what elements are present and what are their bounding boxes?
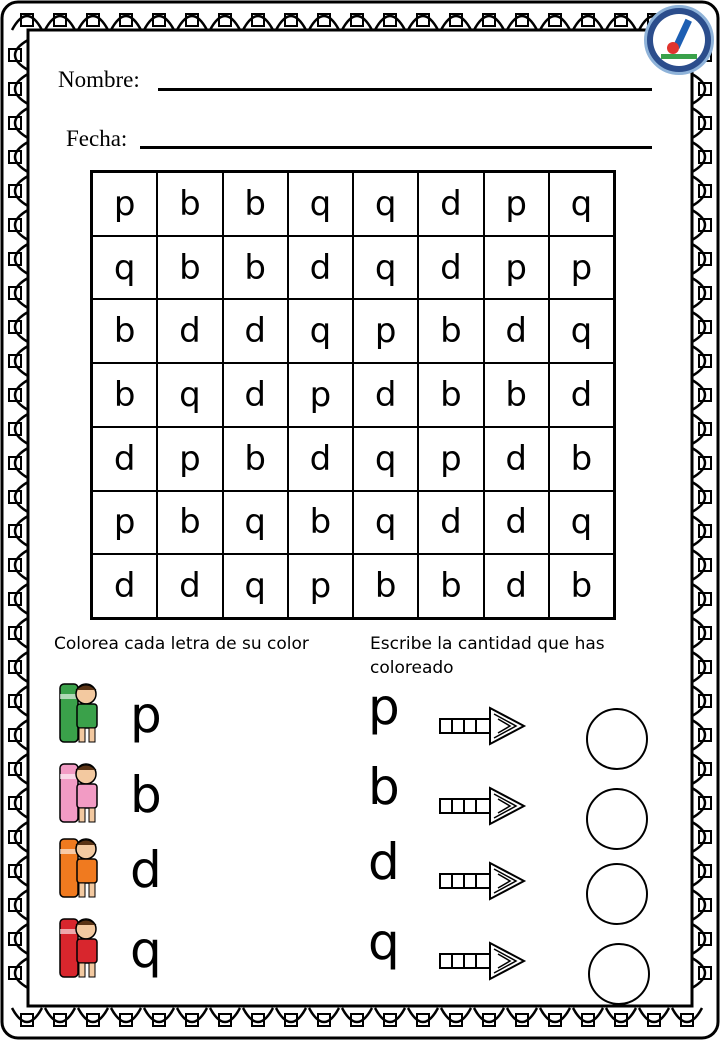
answer-circle[interactable]	[586, 788, 648, 850]
grid-cell[interactable]: q	[157, 363, 222, 427]
grid-cell[interactable]: q	[549, 491, 614, 555]
pencil-icon	[647, 8, 711, 72]
grid-cell[interactable]: b	[157, 236, 222, 300]
grid-cell[interactable]: q	[92, 236, 157, 300]
count-letter: q	[368, 913, 400, 971]
legend-letter: b	[130, 766, 162, 824]
color-instruction: Colorea cada letra de su color	[54, 634, 309, 654]
kid-with-crayon-icon	[56, 760, 102, 830]
name-field[interactable]	[158, 88, 652, 91]
kid-with-crayon-icon	[56, 915, 102, 985]
grid-cell[interactable]: q	[288, 172, 353, 236]
arrow-right-icon	[436, 859, 528, 907]
arrow-right-icon	[436, 704, 528, 752]
date-label: Fecha:	[66, 126, 128, 151]
grid-cell[interactable]: b	[223, 427, 288, 491]
grid-cell[interactable]: b	[549, 554, 614, 618]
grid-cell[interactable]: q	[223, 554, 288, 618]
grid-cell[interactable]: d	[418, 236, 483, 300]
grid-cell[interactable]: b	[157, 491, 222, 555]
grid-cell[interactable]: b	[288, 491, 353, 555]
grid-cell[interactable]: q	[223, 491, 288, 555]
kid-with-crayon-icon	[56, 835, 102, 905]
answer-circle[interactable]	[586, 863, 648, 925]
grid-cell[interactable]: d	[92, 554, 157, 618]
grid-cell[interactable]: b	[92, 299, 157, 363]
letter-grid	[90, 170, 616, 620]
grid-cell[interactable]: b	[223, 172, 288, 236]
grid-cell[interactable]: d	[288, 236, 353, 300]
grid-cell[interactable]: b	[353, 554, 418, 618]
grid-cell[interactable]: b	[484, 363, 549, 427]
grid-cell[interactable]: d	[223, 299, 288, 363]
grid-cell[interactable]: p	[92, 491, 157, 555]
grid-cell[interactable]: q	[353, 491, 418, 555]
count-letter: p	[368, 678, 400, 736]
grid-cell[interactable]: d	[484, 427, 549, 491]
legend-letter: q	[130, 921, 162, 979]
count-letter: d	[368, 833, 400, 891]
answer-circle[interactable]	[586, 708, 648, 770]
publisher-logo	[644, 5, 714, 75]
grid-cell[interactable]: p	[157, 427, 222, 491]
grid-cell[interactable]: d	[223, 363, 288, 427]
grid-cell[interactable]: d	[484, 299, 549, 363]
grid-cell[interactable]: b	[92, 363, 157, 427]
kid-with-crayon-icon	[56, 680, 102, 750]
grid-cell[interactable]: b	[223, 236, 288, 300]
grid-cell[interactable]: p	[92, 172, 157, 236]
grid-cell[interactable]: d	[418, 172, 483, 236]
grid-cell[interactable]: d	[549, 363, 614, 427]
grid-cell[interactable]: p	[288, 363, 353, 427]
count-letter: b	[368, 758, 400, 816]
grid-cell[interactable]: p	[484, 172, 549, 236]
grid-cell[interactable]: p	[549, 236, 614, 300]
grid-cell[interactable]: p	[484, 236, 549, 300]
date-field[interactable]	[140, 146, 652, 149]
grid-cell[interactable]: q	[549, 299, 614, 363]
grid-cell[interactable]: d	[157, 554, 222, 618]
grid-cell[interactable]: p	[418, 427, 483, 491]
grid-cell[interactable]: p	[353, 299, 418, 363]
grid-cell[interactable]: d	[418, 491, 483, 555]
arrow-right-icon	[436, 784, 528, 832]
grid-cell[interactable]: d	[484, 491, 549, 555]
grid-cell[interactable]: q	[288, 299, 353, 363]
grid-cell[interactable]: d	[353, 363, 418, 427]
grid-cell[interactable]: d	[157, 299, 222, 363]
grid-cell[interactable]: q	[549, 172, 614, 236]
name-label: Nombre:	[58, 67, 140, 92]
arrow-right-icon	[436, 939, 528, 987]
grid-cell[interactable]: q	[353, 172, 418, 236]
count-instruction-line1: Escribe la cantidad que has	[370, 634, 605, 654]
grid-cell[interactable]: b	[418, 299, 483, 363]
legend-letter: p	[130, 686, 162, 744]
grid-cell[interactable]: d	[92, 427, 157, 491]
grid-cell[interactable]: q	[353, 236, 418, 300]
grid-cell[interactable]: d	[288, 427, 353, 491]
grid-cell[interactable]: b	[157, 172, 222, 236]
grid-cell[interactable]: b	[549, 427, 614, 491]
grid-cell[interactable]: q	[353, 427, 418, 491]
legend-letter: d	[130, 841, 162, 899]
count-instruction-line2: coloreado	[370, 658, 454, 678]
answer-circle[interactable]	[588, 943, 650, 1005]
grid-cell[interactable]: d	[484, 554, 549, 618]
grid-cell[interactable]: b	[418, 554, 483, 618]
grid-cell[interactable]: b	[418, 363, 483, 427]
grid-cell[interactable]: p	[288, 554, 353, 618]
